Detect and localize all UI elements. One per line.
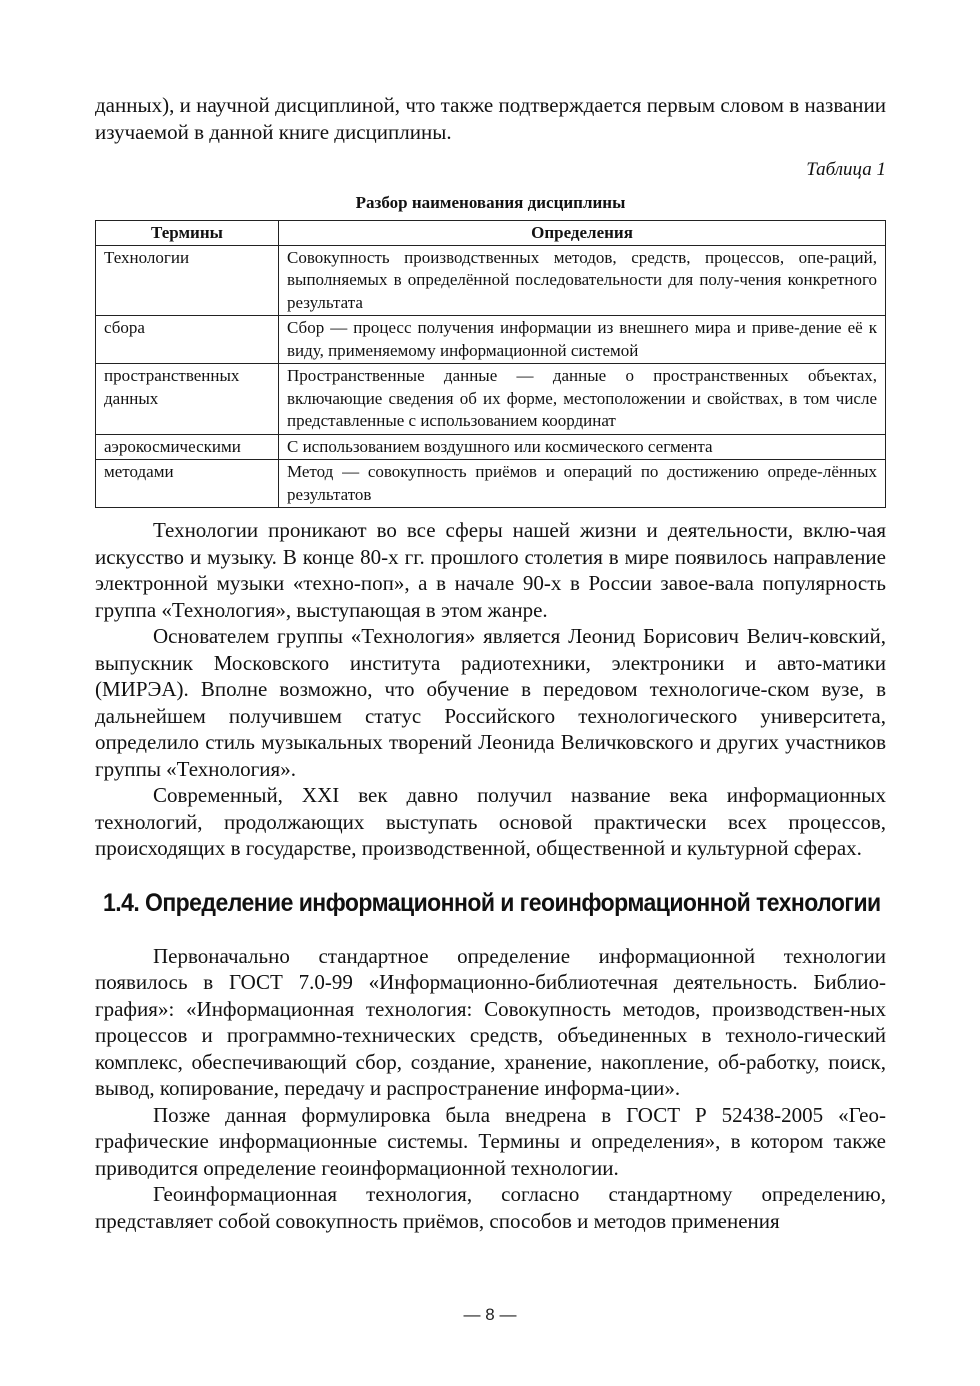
header-terms: Термины [96,221,279,246]
body-paragraph: Позже данная формулировка была внедрена в ГОСТ Р 52438-2005 «Гео-графические информационные системы. Термины и определения», в котором также приводится определение геоинформационной технологии. [95,1102,886,1180]
intro-paragraph: данных), и научной дисциплиной, что также подтверждается первым словом в названии изучаемой в данной книге дисциплины. [95,93,886,144]
table-row [96,434,886,460]
table-row [96,245,886,316]
body-paragraph: Современный, XXI век давно получил название века информационных технологий, продолжающих выступать основой практически всех процессов, происходящих в государстве, производственной, общественной и культурной сферах. [95,783,886,860]
term-cell: Технологии [96,245,279,316]
definition-cell: Метод — совокупность приёмов и операций по достижению опреде-лённых результатов [279,460,886,508]
body-paragraph: Технологии проникают во все сферы нашей жизни и деятельности, вклю-чая искусство и музыку. В конце 80-х гг. прошлого столетия в мире появилось направление электронной музыки «техно-поп», а в начале 90-х в России завое-вала популярность группа «Технология», выступающая в этом жанре. [95,518,886,622]
section-heading: 1.4. Определение информационной и геоинформационной технологии [103,888,881,917]
term-cell: методами [96,460,279,508]
terms-table [95,220,886,508]
body-paragraph: Первоначально стандартное определение информационной технологии появилось в ГОСТ 7.0-99 «Информационно-библиотечная деятельность. Библио-графия»: «Информационная технология: Совокупность методов, производствен-ных процессов и программно-технических средств, объединенных в техноло-гический комплекс, обеспечивающий сбор, создание, хранение, накопление, об-работку, поиск, вывод, копирование, передачу и распространение информа-ции». [95,943,886,1100]
term-cell: сбора [96,316,279,364]
header-definitions: Определения [279,221,886,246]
table-row [96,364,886,435]
body-paragraph: Основателем группы «Технология» является Леонид Борисович Велич-ковский, выпускник Московского института радиотехники, электроники и авто-матики (МИРЭА). Вполне возможно, что обучение в передовом технологиче-ском вузе, в дальнейшем получившем статус Российского технологического университета, определило стиль музыкальных творений Леонида Величковского и других участников группы «Технология». [95,624,886,781]
page-number: — 8 — [463,1305,517,1324]
table-row [96,316,886,364]
definition-cell: С использованием воздушного или космического сегмента [279,434,886,460]
table-header-row [96,221,886,246]
document-page [95,92,886,1234]
definition-cell: Совокупность производственных методов, средств, процессов, опе-раций, выполняемых в определённой последовательности для полу-чения конкретного результата [279,245,886,316]
definition-cell: Сбор — процесс получения информации из внешнего мира и приве-дение её к виду, применяемому информационной системой [279,316,886,364]
term-cell: аэрокосмическими [96,434,279,460]
definition-cell: Пространственные данные — данные о пространственных объектах, включающие сведения об их форме, местоположении и свойствах, в том числе представленные с использованием координат [279,364,886,435]
body-paragraph: Геоинформационная технология, согласно стандартному определению, представляет собой совокупность приёмов, способов и методов применения [95,1182,886,1233]
term-cell: пространственных данных [96,364,279,435]
table-caption: Таблица 1 [806,159,886,180]
table-row [96,460,886,508]
table-title: Разбор наименования дисциплины [355,193,626,212]
